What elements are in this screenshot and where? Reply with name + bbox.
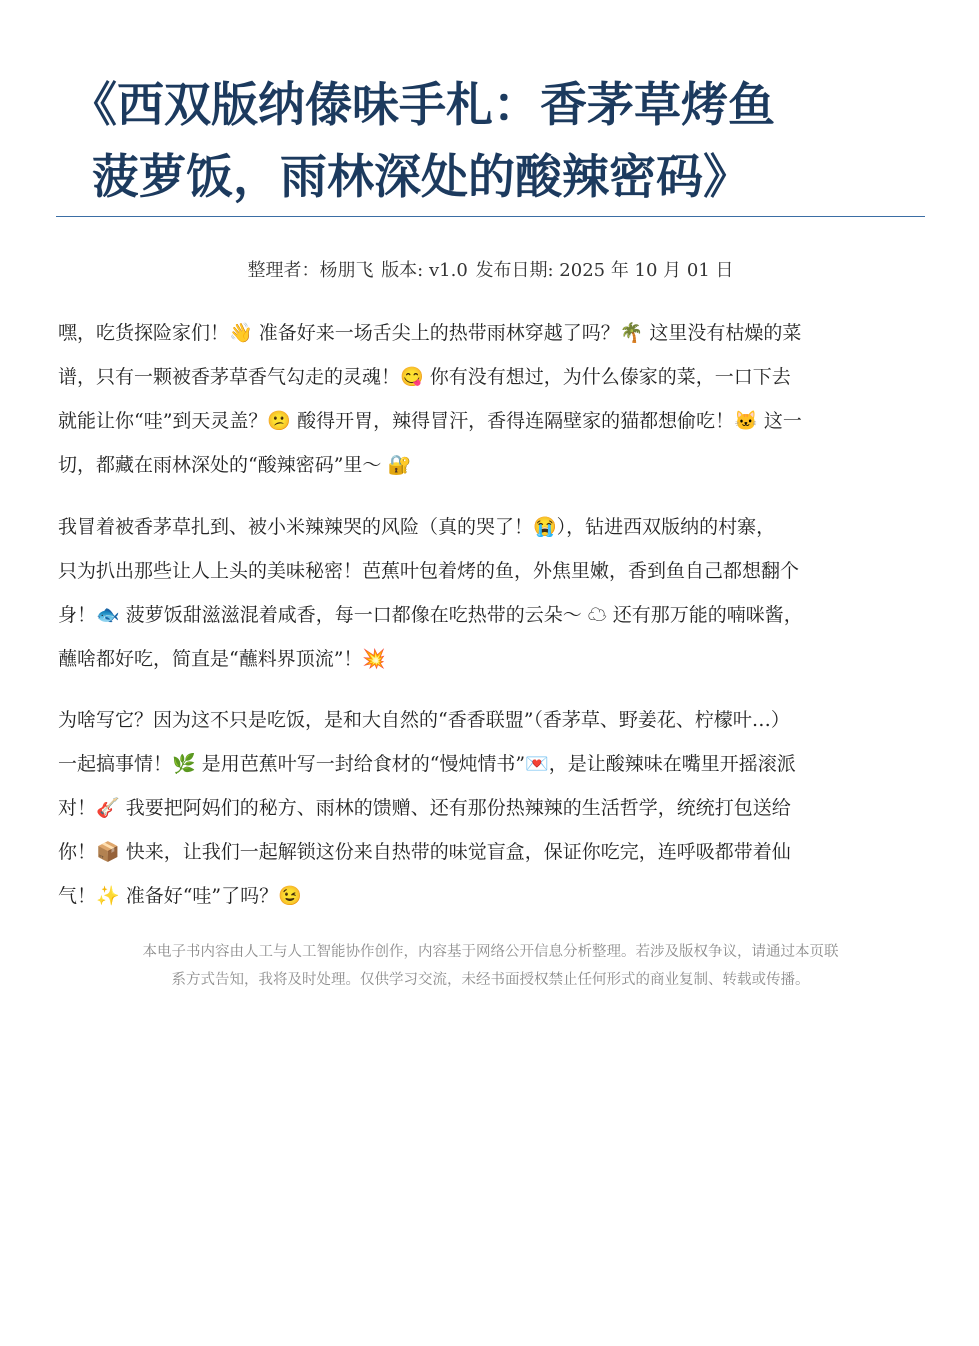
paragraph-line: 你！📦 快来，让我们一起解锁这份来自热带的味觉盲盒，保证你吃完，连呼吸都带着仙 — [58, 841, 791, 863]
paragraph-line: 身！🐟 菠萝饭甜滋滋混着咸香，每一口都像在吃热带的云朵～ ☁ 还有那万能的喃咪酱， — [58, 604, 803, 626]
document-meta — [56, 256, 925, 282]
paragraph-line: 蘸啥都好吃，简直是“蘸料界顶流”！💥 — [58, 648, 387, 670]
disclaimer-line: 本电子书内容由人工与人工智能协作创作，内容基于网络公开信息分析整理。若涉及版权争议，请通过本页联 — [142, 944, 839, 960]
title-line-2: 菠萝饭，雨林深处的酸辣密码》 — [92, 150, 750, 205]
paragraph-line: 为啥写它？因为这不只是吃饭，是和大自然的“香香联盟”（香茅草、野姜花、柠檬叶…） — [58, 709, 790, 731]
paragraph-line: 我冒着被香茅草扎到、被小米辣辣哭的风险（真的哭了！😭），钻进西双版纳的村寨， — [58, 516, 776, 538]
paragraph-line: 对！🎸 我要把阿妈们的秘方、雨林的馈赠、还有那份热辣辣的生活哲学，统统打包送给 — [58, 797, 791, 819]
title-divider — [56, 216, 925, 217]
disclaimer-line: 系方式告知，我将及时处理。仅供学习交流，未经书面授权禁止任何形式的商业复制、转载或传播。 — [171, 972, 810, 988]
paragraph-line: 气！✨ 准备好“哇”了吗？😉 — [58, 885, 302, 907]
paragraph-line: 嘿，吃货探险家们！👋 准备好来一场舌尖上的热带雨林穿越了吗？🌴 这里没有枯燥的菜 — [58, 322, 802, 344]
compiler-credit: 整理者：杨朋飞 — [247, 260, 374, 281]
title-line-1: 《西双版纳傣味手札：香茅草烤鱼 — [70, 78, 775, 133]
intro-paragraph-2 — [58, 505, 924, 681]
paragraph-line: 一起搞事情！🌿 是用芭蕉叶写一封给食材的“慢炖情书”💌，是让酸辣味在嘴里开摇滚派 — [58, 753, 796, 775]
paragraph-line: 就能让你“哇”到天灵盖？😕 酸得开胃，辣得冒汗，香得连隔壁家的猫都想偷吃！🐱 这一 — [58, 410, 802, 432]
intro-paragraph-3 — [58, 698, 924, 918]
paragraph-line: 谱，只有一颗被香茅草香气勾走的灵魂！😋 你有没有想过，为什么傣家的菜，一口下去 — [58, 366, 791, 388]
paragraph-line: 切，都藏在雨林深处的“酸辣密码”里～ 🔐 — [58, 454, 412, 476]
publish-date: 发布日期: 2025 年 10 月 01 日 — [475, 260, 734, 281]
version-label: 版本: v1.0 — [381, 260, 468, 281]
paragraph-line: 只为扒出那些让人上头的美味秘密！芭蕉叶包着烤的鱼，外焦里嫩，香到鱼自己都想翻个 — [58, 560, 800, 582]
document-title — [70, 70, 930, 214]
intro-paragraph-1 — [58, 311, 924, 487]
copyright-disclaimer — [56, 938, 925, 994]
